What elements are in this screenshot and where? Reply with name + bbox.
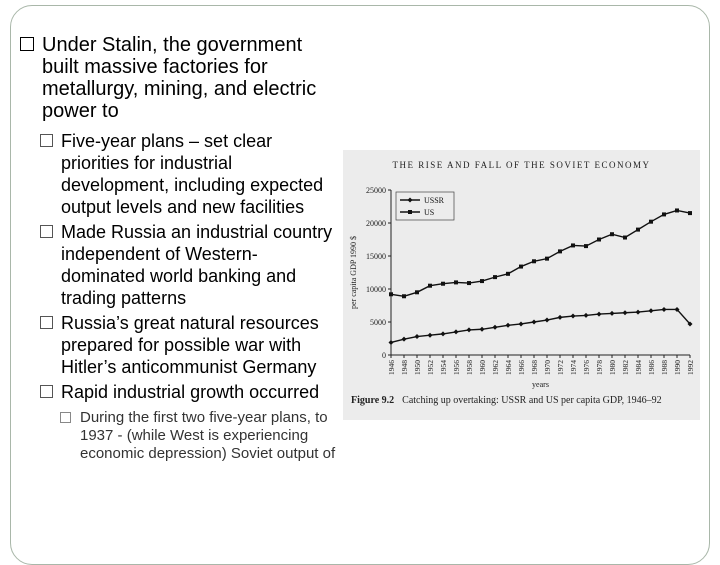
bullet-square-icon <box>20 37 34 51</box>
data-point-us <box>649 220 653 224</box>
data-point-ussr <box>506 323 511 328</box>
data-point-ussr <box>636 310 641 315</box>
series-line-us <box>391 210 690 296</box>
y-tick-label: 15000 <box>366 252 386 261</box>
data-point-us <box>623 236 627 240</box>
data-point-us <box>545 257 549 261</box>
gdp-chart <box>343 150 700 390</box>
y-tick-label: 0 <box>382 351 386 360</box>
data-point-ussr <box>389 340 394 345</box>
data-point-ussr <box>662 307 667 312</box>
data-point-ussr <box>467 327 472 332</box>
sub-bullet-4 <box>40 381 340 403</box>
data-point-ussr <box>441 331 446 336</box>
data-point-ussr <box>597 312 602 317</box>
data-point-us <box>415 290 419 294</box>
figure-caption-text: Catching up overtaking: USSR and US per capita GDP, 1946–92 <box>402 395 662 406</box>
data-point-ussr <box>402 337 407 342</box>
legend-label: US <box>424 208 435 217</box>
data-point-us <box>428 284 432 288</box>
y-tick-label: 10000 <box>366 285 386 294</box>
data-point-us <box>506 272 510 276</box>
series-line-ussr <box>391 309 690 342</box>
x-tick-label: 1986 <box>647 360 656 375</box>
data-point-ussr <box>545 318 550 323</box>
sub-sub-bullet <box>60 409 340 463</box>
data-point-ussr <box>584 313 589 318</box>
data-point-ussr <box>571 314 576 319</box>
data-point-ussr <box>519 321 524 326</box>
legend-marker <box>408 210 412 214</box>
bullet-square-icon <box>40 225 53 238</box>
bullet-square-icon <box>60 412 71 423</box>
data-point-us <box>571 243 575 247</box>
x-tick-label: 1984 <box>634 360 643 375</box>
data-point-us <box>402 294 406 298</box>
x-tick-label: 1960 <box>478 360 487 375</box>
x-tick-label: 1962 <box>491 360 500 375</box>
data-point-us <box>480 279 484 283</box>
x-tick-label: 1956 <box>452 360 461 375</box>
x-tick-label: 1964 <box>504 360 513 375</box>
x-tick-label: 1968 <box>530 360 539 375</box>
data-point-us <box>389 292 393 296</box>
data-point-ussr <box>558 315 563 320</box>
data-point-ussr <box>480 327 485 332</box>
data-point-us <box>662 212 666 216</box>
x-axis-label: years <box>532 380 549 389</box>
y-tick-label: 25000 <box>366 186 386 195</box>
sub-bullet-text: Russia’s great natural resources prepared for possible war with Hitler’s anticommunist Germany <box>61 313 319 377</box>
data-point-us <box>441 282 445 286</box>
x-tick-label: 1988 <box>660 360 669 375</box>
figure-title: THE RISE AND FALL OF THE SOVIET ECONOMY <box>392 160 651 170</box>
data-point-ussr <box>532 320 537 325</box>
data-point-us <box>467 281 471 285</box>
data-point-ussr <box>415 334 420 339</box>
sub-bullet-text: Five-year plans – set clear priorities for industrial development, including expected output levels and new facilities <box>61 131 324 217</box>
x-tick-label: 1980 <box>608 360 617 375</box>
data-point-us <box>454 280 458 284</box>
bullet-1 <box>20 34 340 122</box>
bullet-square-icon <box>40 316 53 329</box>
x-tick-label: 1958 <box>465 360 474 375</box>
x-tick-label: 1950 <box>413 360 422 375</box>
data-point-us <box>675 208 679 212</box>
sub-bullet-3 <box>40 312 340 378</box>
data-point-us <box>636 228 640 232</box>
data-point-us <box>519 265 523 269</box>
bullet-square-icon <box>40 385 53 398</box>
slide-text <box>20 34 340 463</box>
economy-figure <box>343 150 700 420</box>
data-point-us <box>584 244 588 248</box>
data-point-us <box>493 275 497 279</box>
x-tick-label: 1982 <box>621 360 630 375</box>
x-tick-label: 1954 <box>439 360 448 375</box>
sub-sub-bullet-text: During the first two five-year plans, to 1937 - (while West is experiencing economic depression) Soviet output of <box>80 409 336 462</box>
y-tick-label: 5000 <box>370 318 386 327</box>
x-tick-label: 1992 <box>686 360 695 375</box>
data-point-ussr <box>610 311 615 316</box>
data-point-ussr <box>454 329 459 334</box>
data-point-us <box>558 249 562 253</box>
figure-caption <box>351 395 662 406</box>
sub-bullet-2 <box>40 221 340 309</box>
y-tick-label: 20000 <box>366 219 386 228</box>
x-tick-label: 1974 <box>569 360 578 375</box>
sub-bullet-1 <box>40 130 340 218</box>
figure-number: Figure 9.2 <box>351 395 395 406</box>
data-point-ussr <box>493 325 498 330</box>
legend-label: USSR <box>424 196 445 205</box>
x-tick-label: 1946 <box>387 360 396 375</box>
data-point-us <box>532 259 536 263</box>
data-point-us <box>610 232 614 236</box>
data-point-ussr <box>649 308 654 313</box>
bullet-1-text: Under Stalin, the government built massive factories for metallurgy, mining, and electric power to <box>42 34 317 122</box>
data-point-us <box>688 211 692 215</box>
sub-bullet-text: Rapid industrial growth occurred <box>61 382 320 402</box>
x-tick-label: 1966 <box>517 360 526 375</box>
x-tick-label: 1972 <box>556 360 565 375</box>
x-tick-label: 1978 <box>595 360 604 375</box>
x-tick-label: 1948 <box>400 360 409 375</box>
x-tick-label: 1952 <box>426 360 435 375</box>
data-point-ussr <box>623 310 628 315</box>
bullet-square-icon <box>40 134 53 147</box>
x-tick-label: 1970 <box>543 360 552 375</box>
data-point-ussr <box>428 333 433 338</box>
x-tick-label: 1976 <box>582 360 591 375</box>
data-point-us <box>597 238 601 242</box>
y-axis-label: per capita GDP 1990 $ <box>349 235 358 310</box>
sub-bullet-text: Made Russia an industrial country independent of Western-dominated world banking and trading patterns <box>61 222 333 308</box>
x-tick-label: 1990 <box>673 360 682 375</box>
